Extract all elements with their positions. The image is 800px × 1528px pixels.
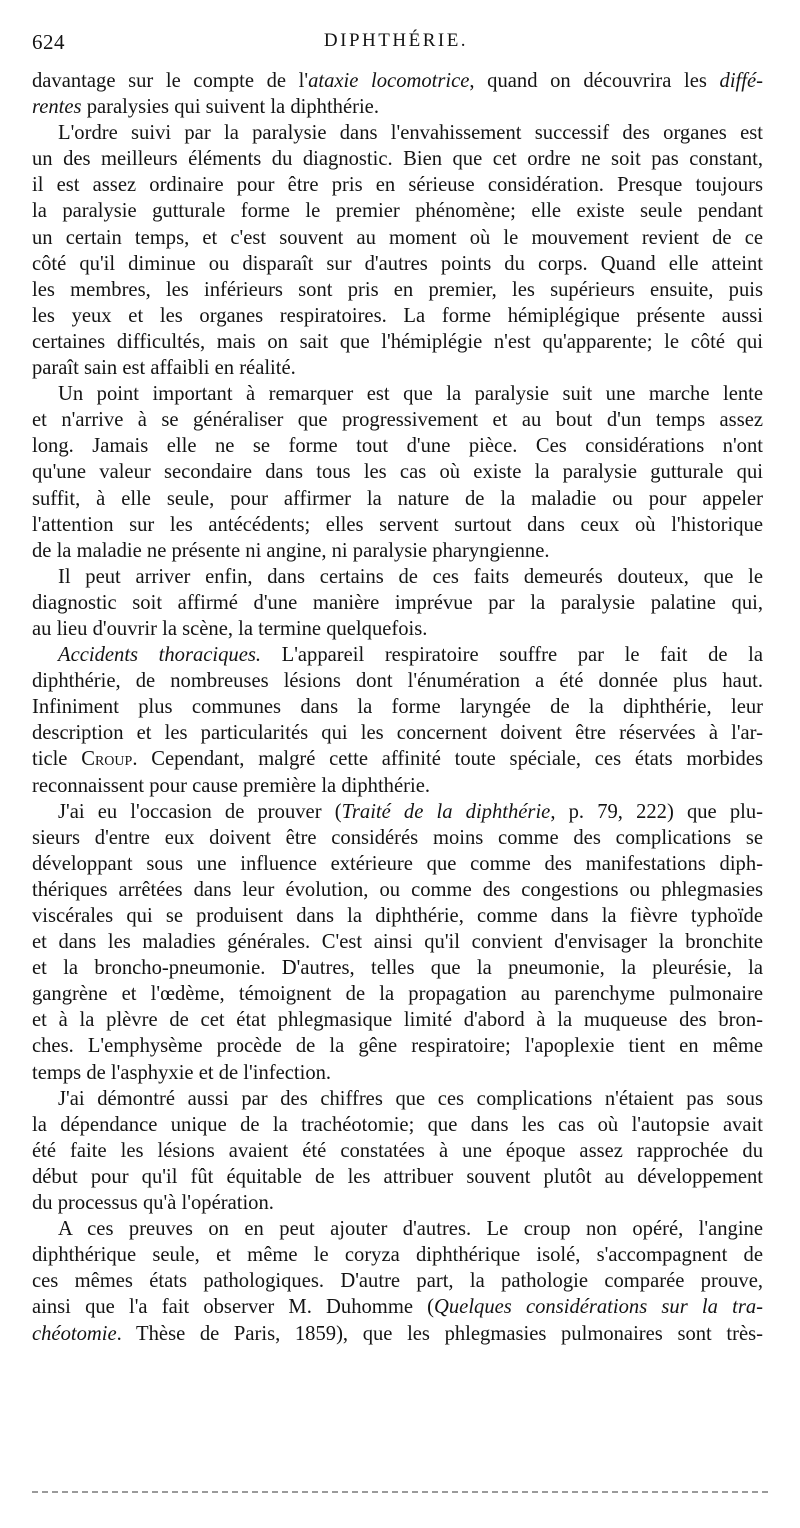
text-line: diagnostic soit affirmé d'une manière imprévue par la paralysie palatine qui,	[32, 591, 763, 614]
text-line: l'attention sur les antécédents; elles servent surtout dans ceux où l'historique	[32, 513, 763, 536]
text-line: et dans les maladies générales. C'est ainsi qu'il convient d'envisager la bronchite	[32, 931, 763, 954]
text-line: été faite les lésions avaient été constatées à une époque assez rapprochée du	[32, 1139, 763, 1162]
footer-rule	[32, 1491, 768, 1493]
text-line: et à la plèvre de cet état phlegmasique limité d'abord à la muqueuse des bron-	[32, 1009, 763, 1032]
text-line: et la broncho-pneumonie. D'autres, telles que la pneumonie, la pleurésie, la	[32, 957, 763, 980]
text-line: de la maladie ne présente ni angine, ni paralysie pharyngienne.	[32, 539, 550, 562]
page-header	[32, 30, 760, 60]
text-line: un certain temps, et c'est souvent au moment où le mouvement revient de ce	[32, 226, 763, 249]
text-line: L'ordre suivi par la paralysie dans l'envahissement successif des organes est	[58, 122, 763, 145]
text-line: certaines difficultés, mais on sait que l'hémiplégie n'est qu'apparente; le côté qui	[32, 330, 763, 353]
body-text	[32, 68, 763, 1347]
text-line: sieurs d'entre eux doivent être considérés moins comme des complications se	[32, 826, 763, 849]
text-line: un des meilleurs éléments du diagnostic. Bien que cet ordre ne soit pas constant,	[32, 148, 763, 171]
text-line: davantage sur le compte de l'ataxie locomotrice, quand on découvrira les diffé-	[32, 70, 763, 92]
text-line: J'ai démontré aussi par des chiffres que ces complications n'étaient pas sous	[58, 1087, 763, 1110]
text-line: long. Jamais elle ne se forme tout d'une pièce. Ces considérations n'ont	[32, 435, 763, 458]
text-line: les membres, les inférieurs sont pris en premier, les supérieurs ensuite, puis	[32, 278, 763, 301]
text-line: ches. L'emphysème procède de la gêne respiratoire; l'apoplexie tient en même	[32, 1035, 763, 1058]
text-line: viscérales qui se produisent dans la diphthérie, comme dans la fièvre typhoïde	[32, 905, 763, 927]
text-line: ainsi que l'a fait observer M. Duhomme (Quelques considérations sur la tra-	[32, 1296, 763, 1319]
text-line: au lieu d'ouvrir la scène, la termine quelquefois.	[32, 617, 428, 640]
page-number: 624	[32, 30, 65, 54]
text-line: les yeux et les organes respiratoires. La forme hémiplégique présente aussi	[32, 304, 763, 327]
running-title: DIPHTHÉRIE.	[323, 30, 469, 51]
text-line: Infiniment plus communes dans la forme laryngée de la diphthérie, leur	[32, 696, 763, 719]
text-line: temps de l'asphyxie et de l'infection.	[32, 1061, 332, 1084]
text-line: diphthérie, de nombreuses lésions dont l'énumération a été donnée plus haut.	[32, 670, 763, 693]
text-line: du processus qu'à l'opération.	[32, 1192, 274, 1215]
text-line: la dépendance unique de la trachéotomie; que dans les cas où l'autopsie avait	[32, 1113, 763, 1136]
text-line: thériques arrêtées dans leur évolution, ou comme des congestions ou phlegmasies	[32, 878, 763, 901]
text-line: paraît sain est affaibli en réalité.	[32, 357, 296, 380]
text-line: Il peut arriver enfin, dans certains de ces faits demeurés douteux, que le	[58, 565, 763, 588]
text-line: J'ai eu l'occasion de prouver (Traité de la diphthérie, p. 79, 222) que plu-	[58, 800, 763, 823]
text-line: développant sous une influence extérieure que comme des manifestations diph-	[32, 852, 763, 875]
text-line: côté qu'il diminue ou disparaît sur d'autres points du corps. Quand elle atteint	[32, 252, 763, 275]
text-line: suffit, à elle seule, pour affirmer la nature de la maladie ou pour appeler	[32, 487, 763, 510]
text-line: Accidents thoraciques. L'appareil respiratoire souffre par le fait de la	[58, 644, 763, 667]
text-line: la paralysie gutturale forme le premier phénomène; elle existe seule pendant	[32, 200, 763, 223]
section-heading: Accidents thoraciques.	[58, 644, 262, 667]
text-line: qu'une valeur secondaire dans tous les cas où existe la paralysie gutturale qui	[32, 461, 763, 484]
text-line: chéotomie. Thèse de Paris, 1859), que les phlegmasies pulmonaires sont très-	[32, 1322, 763, 1345]
text-line: ces mêmes états pathologiques. D'autre part, la pathologie comparée prouve,	[32, 1270, 763, 1293]
text-line: diphthérique seule, et même le coryza diphthérique isolé, s'accompagnent de	[32, 1244, 763, 1267]
text-line: Un point important à remarquer est que la paralysie suit une marche lente	[58, 383, 763, 406]
text-line: reconnaissent pour cause première la diphthérie.	[32, 774, 430, 797]
text-line: ticle Croup. Cependant, malgré cette affinité toute spéciale, ces états morbides	[32, 748, 763, 771]
text-line: et n'arrive à se généraliser que progressivement et au bout d'un temps assez	[32, 409, 763, 432]
text-line: description et les particularités qui les concernent doivent être réservées à l'ar-	[32, 722, 763, 745]
text-line: début pour qu'il fût équitable de les attribuer souvent plutôt au développement	[32, 1165, 763, 1188]
text-line: rentes paralysies qui suivent la diphthérie.	[32, 96, 379, 119]
text-line: A ces preuves on en peut ajouter d'autres. Le croup non opéré, l'angine	[58, 1218, 763, 1241]
text-line: gangrène et l'œdème, témoignent de la propagation au parenchyme pulmonaire	[32, 983, 763, 1006]
text-line: il est assez ordinaire pour être pris en sérieuse considération. Presque toujours	[32, 174, 763, 197]
